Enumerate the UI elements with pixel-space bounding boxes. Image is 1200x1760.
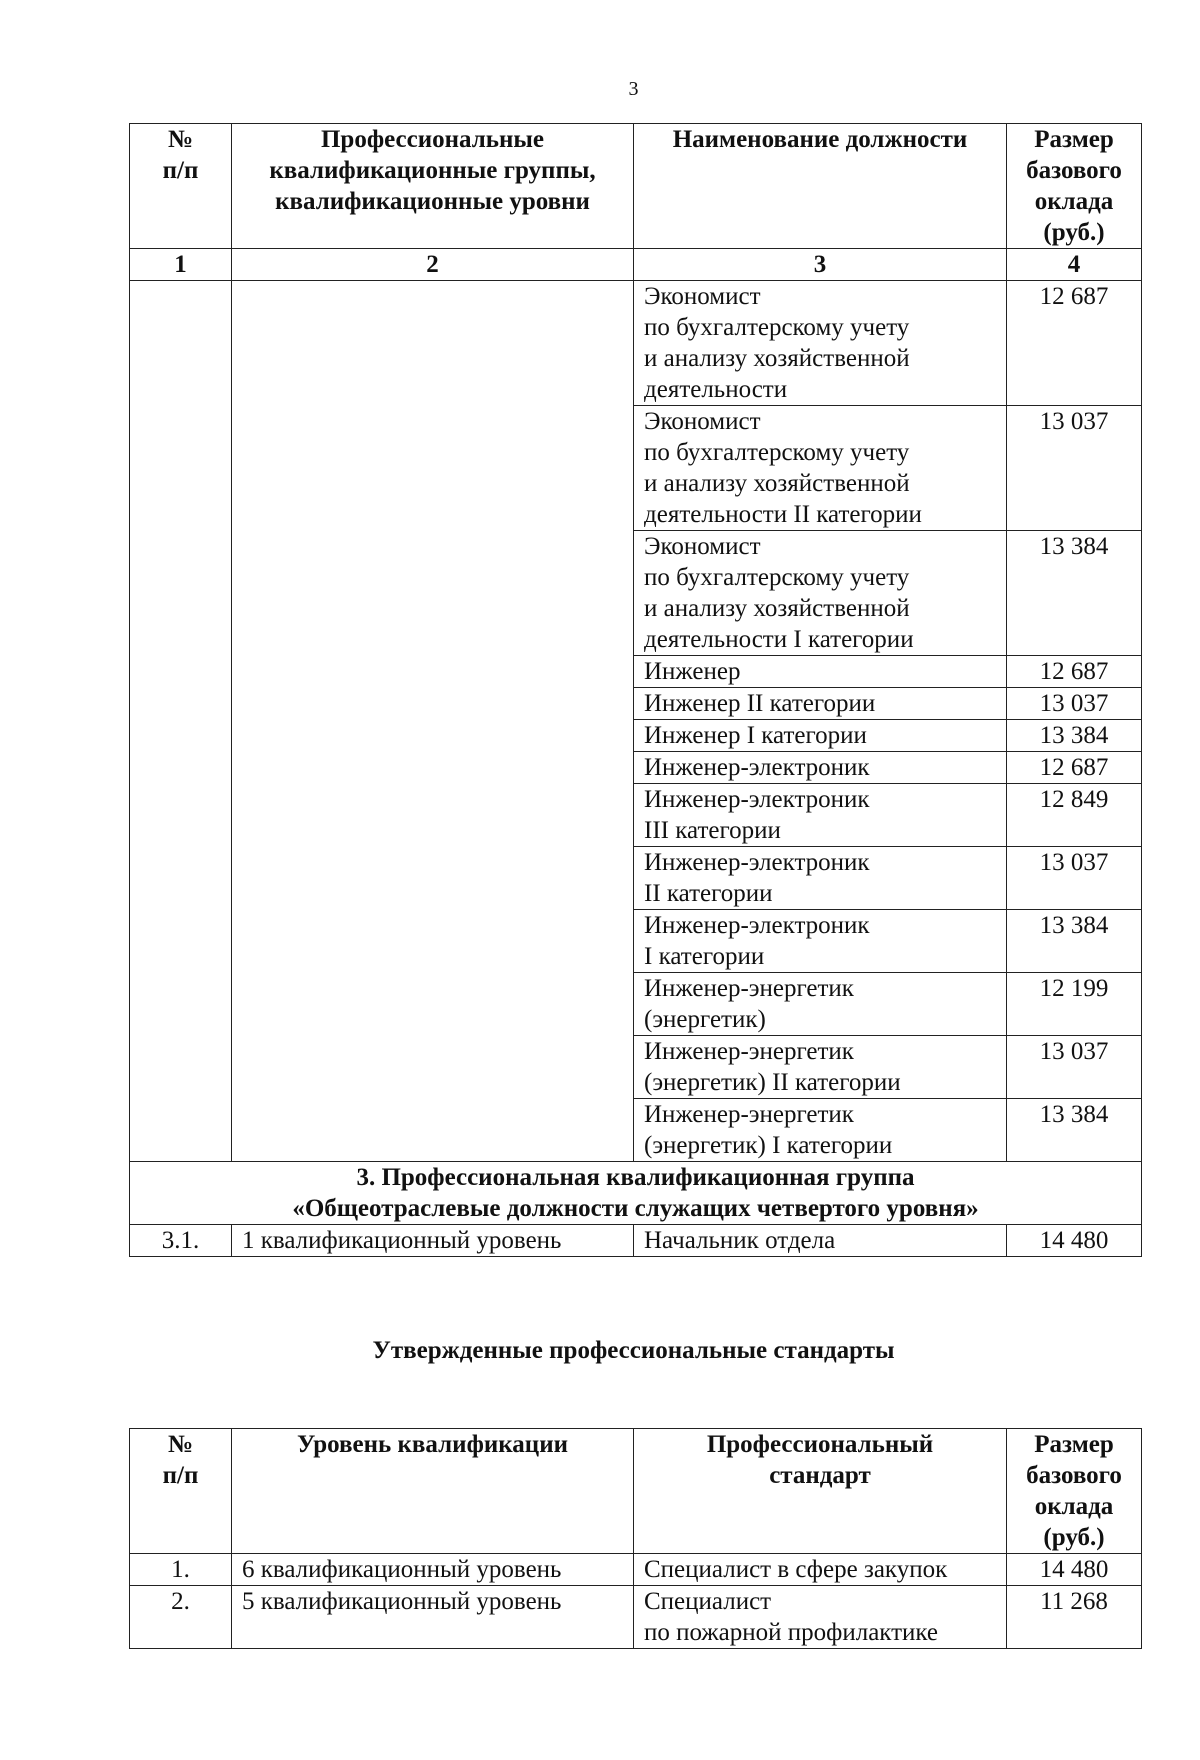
- level-cell: 5 квалификационный уровень: [232, 1586, 634, 1649]
- header-position: Наименование должности: [634, 124, 1007, 249]
- salary-cell: 13 037: [1007, 406, 1142, 531]
- table-row: [130, 1586, 1142, 1649]
- group-heading: 3. Профессиональная квалификационная группа «Общеотраслевые должности служащих четвертого уровня»: [130, 1162, 1142, 1225]
- salary-cell: 13 384: [1007, 720, 1142, 752]
- position-cell: Инженер-электроник: [634, 752, 1007, 784]
- header-num: № п/п: [130, 1429, 232, 1554]
- salary-table-standards: [129, 1428, 1142, 1649]
- position-cell: Инженер II категории: [634, 688, 1007, 720]
- header-num: № п/п: [130, 124, 232, 249]
- position-cell: Экономист по бухгалтерскому учету и анализу хозяйственной деятельности II категории: [634, 406, 1007, 531]
- position-cell: Экономист по бухгалтерскому учету и анализу хозяйственной деятельности: [634, 281, 1007, 406]
- position-cell: Экономист по бухгалтерскому учету и анализу хозяйственной деятельности I категории: [634, 531, 1007, 656]
- table-row: [130, 1554, 1142, 1586]
- salary-cell: 13 384: [1007, 910, 1142, 973]
- salary-cell: 13 384: [1007, 531, 1142, 656]
- salary-cell: 11 268: [1007, 1586, 1142, 1649]
- table-header-row: [130, 1429, 1142, 1554]
- level-cell: 6 квалификационный уровень: [232, 1554, 634, 1586]
- empty-num-cell: [130, 281, 232, 1162]
- column-numbers-row: [130, 249, 1142, 281]
- salary-cell: 14 480: [1007, 1554, 1142, 1586]
- position-cell: Инженер-энергетик (энергетик) II категории: [634, 1036, 1007, 1099]
- salary-cell: 13 037: [1007, 688, 1142, 720]
- salary-cell: 12 687: [1007, 752, 1142, 784]
- position-cell: Инженер-энергетик (энергетик) I категории: [634, 1099, 1007, 1162]
- position-cell: Инженер-электроник III категории: [634, 784, 1007, 847]
- position-cell: Начальник отдела: [634, 1225, 1007, 1257]
- empty-group-cell: [232, 281, 634, 1162]
- salary-cell: 12 849: [1007, 784, 1142, 847]
- header-salary: Размер базового оклада (руб.): [1007, 1429, 1142, 1554]
- header-salary: Размер базового оклада (руб.): [1007, 124, 1142, 249]
- page-number: 3: [628, 78, 639, 100]
- salary-table-positions: [129, 123, 1142, 1257]
- level-cell: 1 квалификационный уровень: [232, 1225, 634, 1257]
- position-cell: Инженер-электроник II категории: [634, 847, 1007, 910]
- position-cell: Инженер-энергетик (энергетик): [634, 973, 1007, 1036]
- header-groups: Профессиональные квалификационные группы, квалификационные уровни: [232, 124, 634, 249]
- col-number-4: 4: [1007, 249, 1142, 281]
- position-cell: Инженер I категории: [634, 720, 1007, 752]
- salary-cell: 12 687: [1007, 656, 1142, 688]
- salary-cell: 13 384: [1007, 1099, 1142, 1162]
- standard-cell: Специалист по пожарной профилактике: [634, 1586, 1007, 1649]
- section-title: Утвержденные профессиональные стандарты: [372, 1337, 895, 1364]
- salary-cell: 13 037: [1007, 1036, 1142, 1099]
- table-row: [130, 281, 1142, 406]
- table-row: [130, 1225, 1142, 1257]
- salary-cell: 13 037: [1007, 847, 1142, 910]
- col-number-2: 2: [232, 249, 634, 281]
- standard-cell: Специалист в сфере закупок: [634, 1554, 1007, 1586]
- num-cell: 2.: [130, 1586, 232, 1649]
- position-cell: Инженер: [634, 656, 1007, 688]
- salary-cell: 12 199: [1007, 973, 1142, 1036]
- header-level: Уровень квалификации: [232, 1429, 634, 1554]
- col-number-1: 1: [130, 249, 232, 281]
- position-cell: Инженер-электроник I категории: [634, 910, 1007, 973]
- num-cell: 3.1.: [130, 1225, 232, 1257]
- table-header-row: [130, 124, 1142, 249]
- salary-cell: 14 480: [1007, 1225, 1142, 1257]
- salary-cell: 12 687: [1007, 281, 1142, 406]
- header-standard: Профессиональный стандарт: [634, 1429, 1007, 1554]
- group-heading-row: [130, 1162, 1142, 1225]
- num-cell: 1.: [130, 1554, 232, 1586]
- col-number-3: 3: [634, 249, 1007, 281]
